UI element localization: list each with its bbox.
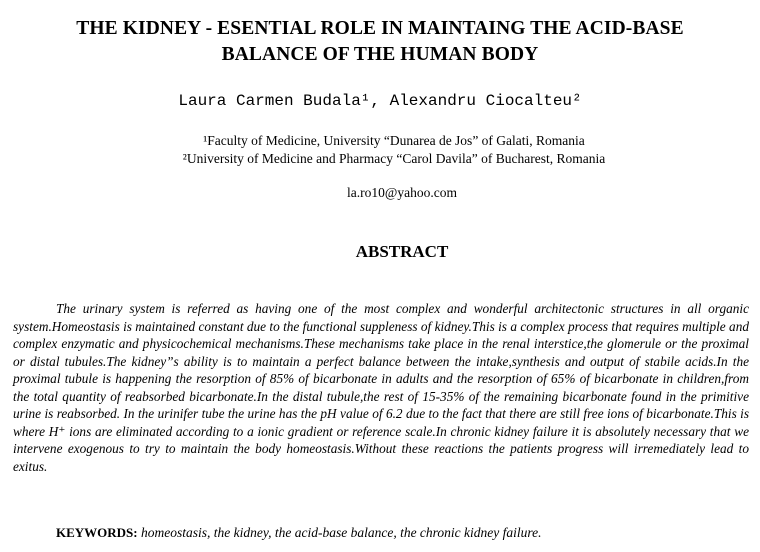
abstract-heading: ABSTRACT bbox=[355, 242, 449, 261]
keywords-list: homeostasis, the kidney, the acid-base balance, the chronic kidney failure. bbox=[141, 525, 542, 540]
paper-title: THE KIDNEY - ESENTIAL ROLE IN MAINTAING THE ACID-BASE BALANCE OF THE HUMAN BODY bbox=[76, 18, 684, 65]
keywords-label: KEYWORDS: bbox=[56, 525, 138, 540]
author-email: la.ro10@yahoo.com bbox=[347, 185, 457, 200]
affiliations bbox=[40, 132, 720, 168]
affiliation-2: ²University of Medicine and Pharmacy “Carol Davila” of Bucharest, Romania bbox=[182, 151, 606, 166]
abstract-text: The urinary system is referred as having one of the most complex and wonderful architectonic structures in all organic system.Homeostasis is maintained constant due to the functional suppleness of kidney.This is a complex process that requires multiple and complex enzymatic and physicochemical mechanisms.These mechanisms take place in the renal interstice,the glomerule or the proximal or distal tubules.The kidney”s ability is to maintain a perfect balance between the intake,synthesis and output of stabile acids.In the proximal tubule is happening the resorption of 85% of bicarbonate in adults and the resorption of 65% of bicarbonate in children,from the total quantity of reabsorbed bicarbonate.In the distal tubule,the rest of 15-35% of the remaining bicarbonate found in the primitive urine is reabsorbed. In the urinifer tube the urine has the pH value of 6.2 due to the fact that there are still free ions of bicarbonate.This is where H⁺ ions are eliminated according to a ionic gradient or reference scale.In chronic kidney failure it is absolutely necessary that we intervene exogenous to try to maintain the body homeostasis.Without these reactions the patients progress will irremediately lead to exitus. bbox=[13, 301, 749, 474]
keywords-line bbox=[56, 524, 746, 542]
affiliation-1: ¹Faculty of Medicine, University “Dunarea de Jos” of Galati, Romania bbox=[203, 133, 585, 148]
author-list: Laura Carmen Budala¹, Alexandru Ciocalteu² bbox=[178, 92, 582, 110]
